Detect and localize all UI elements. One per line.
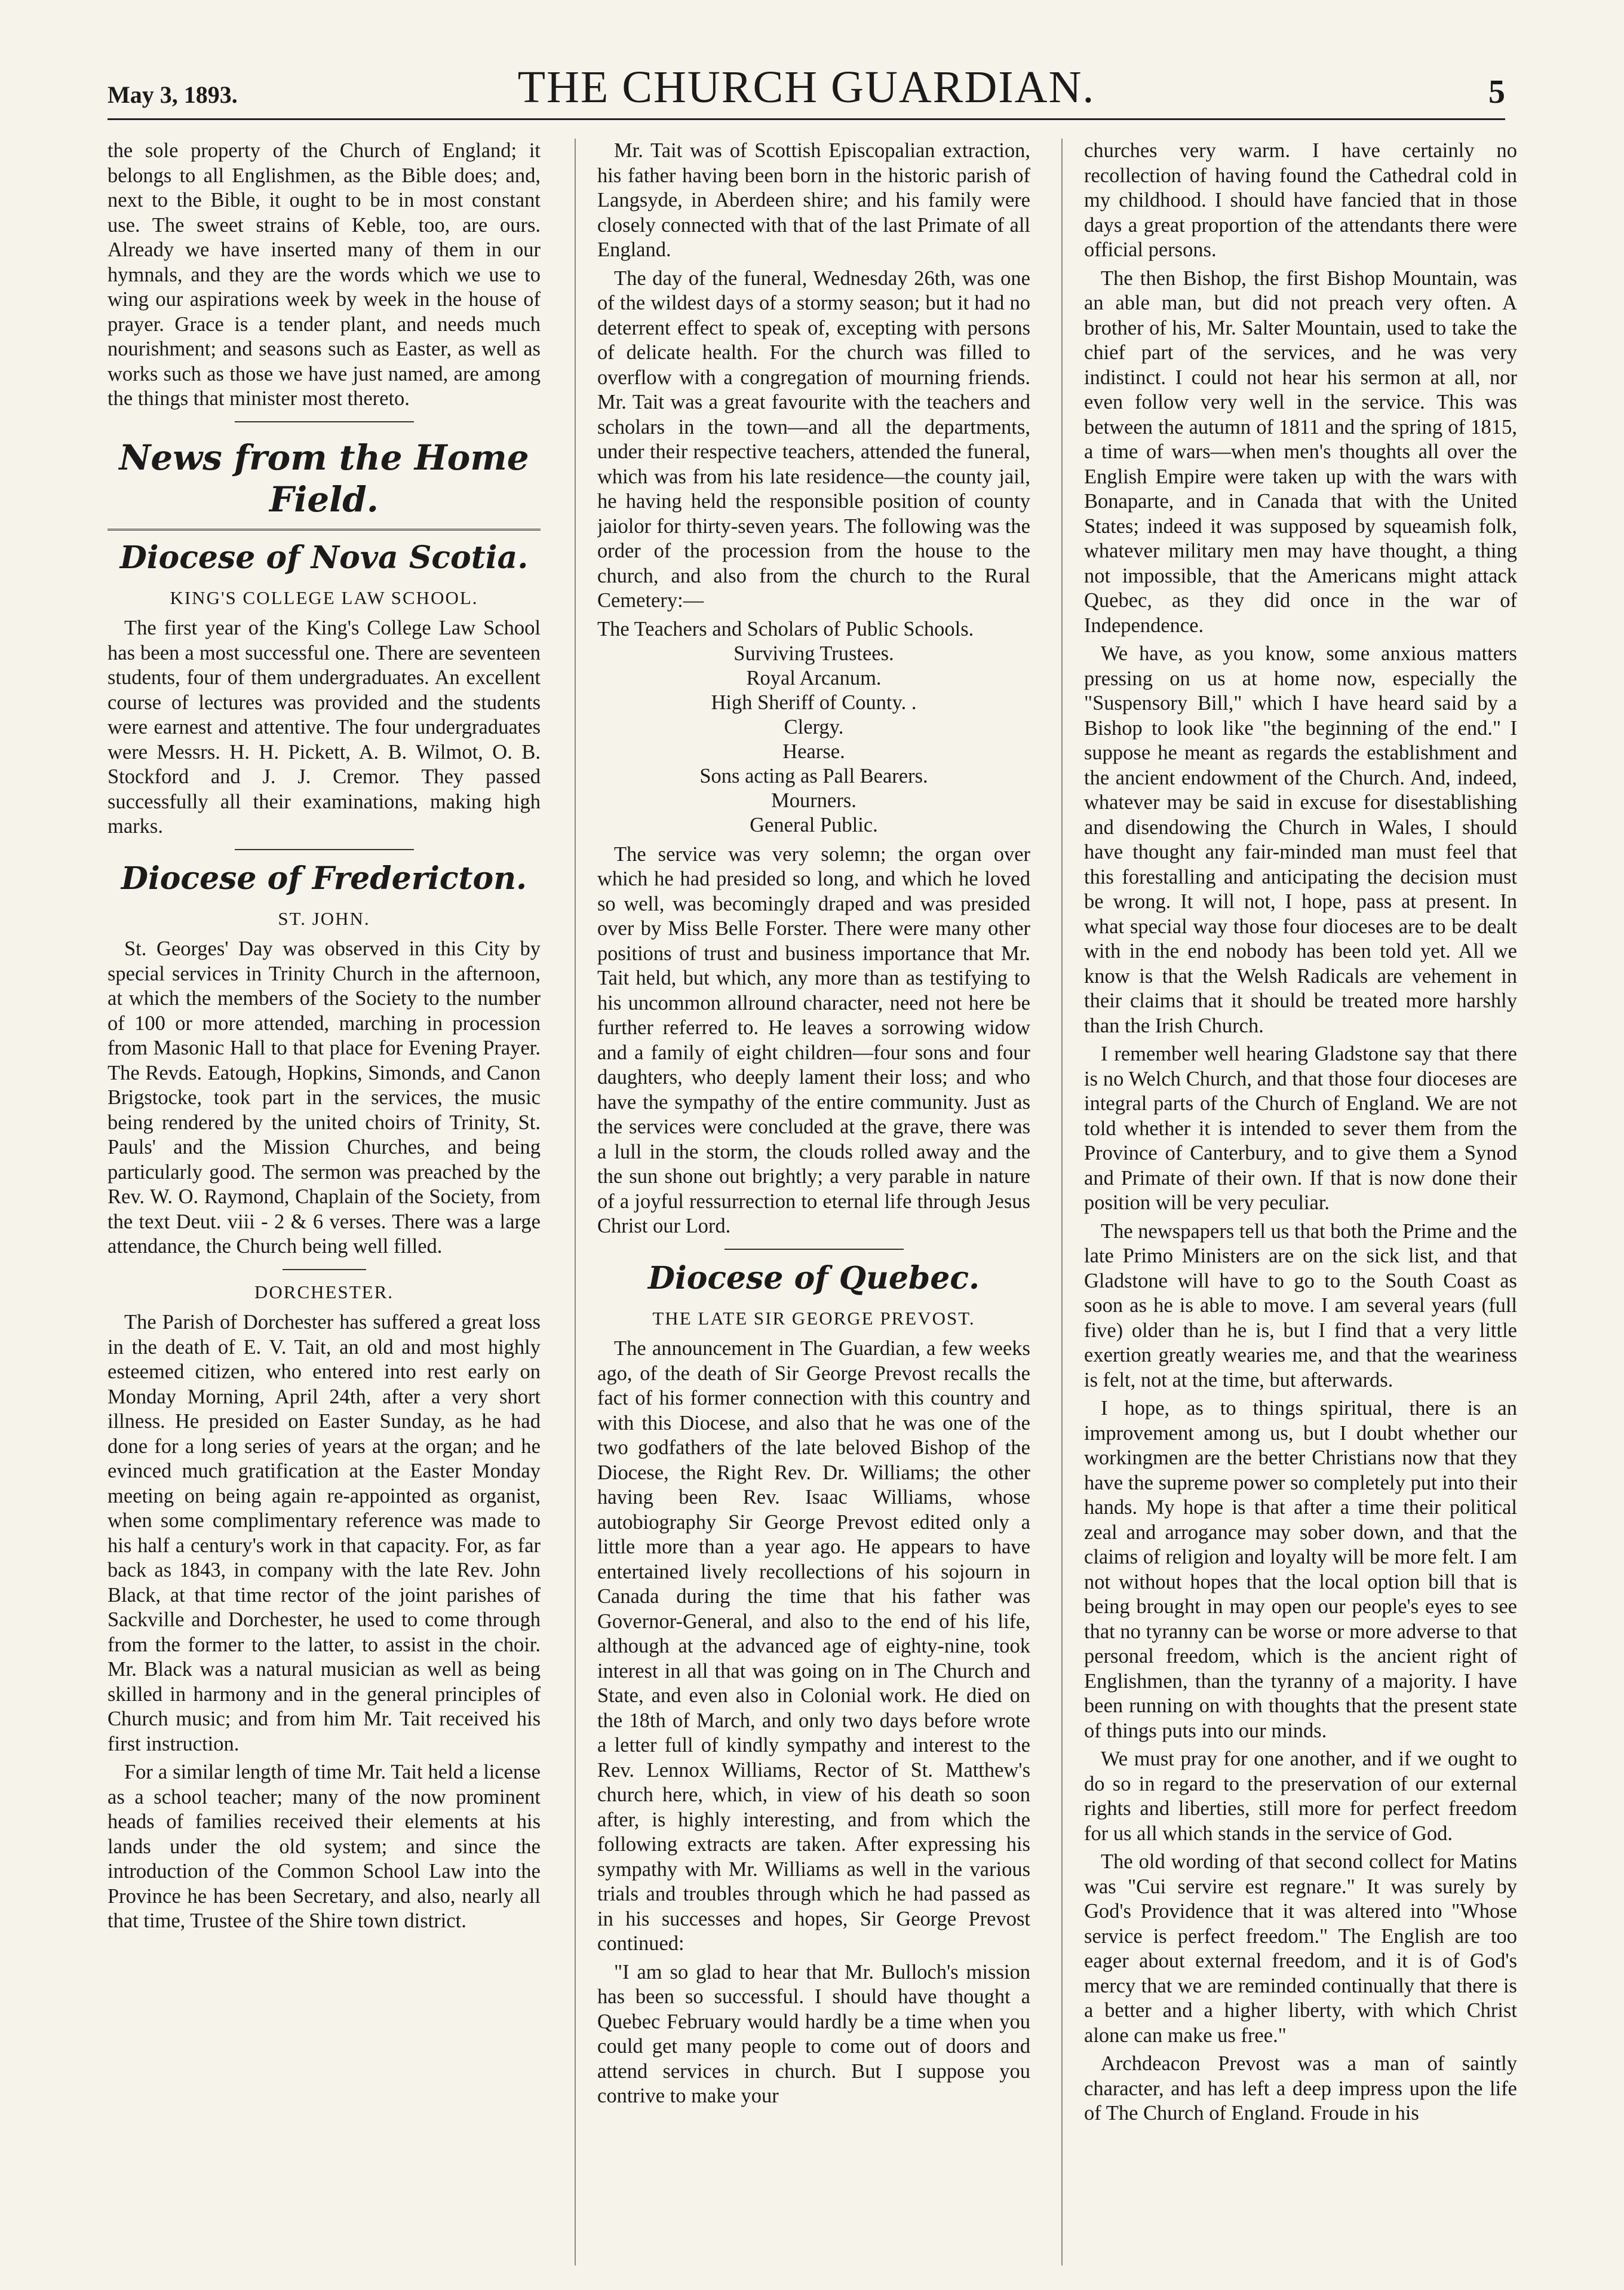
column-divider xyxy=(575,139,576,2266)
procession-item: General Public. xyxy=(750,813,878,836)
article-paragraph: We have, as you know, some anxious matters pressing on us at home now, especially the "Suspensory Bill," which I have heard said by a Bishop to look like "the beginning of the end." I suppose he meant as regards the establishment and the ancient endowment of the Church. And, indeed, whatever may be said in excuse for disestablishing and disendowing the Church in Wales, I should have thought any fair-minded man must feel that this forestalling and anticipating the decision must be wrong. It will not, I hope, pass at present. In what special way those four dioceses are to be dealt with in the end nobody has been told yet. All we know is that the Welsh Radicals are vehement in their claims that it should be treated more harshly than the Irish Church. xyxy=(1084,642,1517,1037)
article-paragraph: Archdeacon Prevost was a man of saintly character, and has left a deep impress upon the life of The Church of England. Froude in his xyxy=(1084,2052,1517,2125)
article-paragraph: Mr. Tait was of Scottish Episcopalian extraction, his father having been born in the historic parish of Langsyde, in Aberdeen shire; and his family were closely connected with that of the last Primate of all England. xyxy=(597,139,1030,261)
procession-list xyxy=(597,617,1030,838)
article-paragraph: I remember well hearing Gladstone say that there is no Welch Church, and that those four dioceses are integral parts of the Church of England. We are not told whether it is intended to sever them from the Province of Canterbury, and to give them a Synod and Primate of their own. If that is now done their position will be very peculiar. xyxy=(1084,1043,1517,1214)
article-paragraph: The service was very solemn; the organ over which he had presided so long, and which he loved so well, was becomingly draped and was presided over by Miss Belle Forster. There were many other positions of trust and business importance that Mr. Tait held, but which, any more than as testifying to his uncommon allround character, need not here be further referred to. He leaves a sorrowing widow and a family of eight children—four sons and four daughters, who deeply lament their loss; and who have the sympathy of the entire community. Just as the services were concluded at the grave, there was a lull in the storm, the clouds rolled away and the the sun shone out brightly; a very parable in nature of a joyful ressurrection to eternal life through Jesus Christ our Lord. xyxy=(597,842,1030,1237)
article-paragraph: The then Bishop, the first Bishop Mountain, was an able man, but did not preach very often. A brother of his, Mr. Salter Mountain, used to take the chief part of the services, and he was very indistinct. I could not hear his sermon at all, nor even follow very well in the service. This was between the autumn of 1811 and the spring of 1815, a time of wars—when men's thoughts all over the English Empire were taken up with the wars with Bonaparte, and in Canada that with the United States; indeed it was supposed by squeamish folk, whatever military men may have thought, a thing not impossible, that the Americans might attack Quebec, as they did once in the war of Independence. xyxy=(1084,266,1517,637)
divider xyxy=(108,529,541,531)
column-3 xyxy=(1084,139,1517,2266)
column-divider xyxy=(1061,139,1063,2266)
article-paragraph: churches very warm. I have certainly no recollection of having found the Cathedral cold in my childhood. I should have fancied that in those days a great proportion of the attendants there were official persons. xyxy=(1084,139,1517,261)
article-paragraph: For a similar length of time Mr. Tait held a license as a school teacher; many of the now prominent heads of families received their elements at his lands under the old system; and since the introduction of the Common School Law into the Province he has been Secretary, and also, nearly all that time, Trustee of the Shire town district. xyxy=(108,1761,541,1932)
procession-item: The Teachers and Scholars of Public Schools. xyxy=(597,617,974,640)
divider xyxy=(283,1269,366,1270)
article-paragraph: We must pray for one another, and if we ought to do so in regard to the preservation of our external rights and liberties, still more for perfect freedom for us all which stands in the service of God. xyxy=(1084,1748,1517,1845)
section-heading: News from the Home Field. xyxy=(119,437,529,520)
article-paragraph: the sole property of the Church of England; it belongs to all Englishmen, as the Bible does; and, next to the Bible, it ought to be in most constant use. The sweet strains of Keble, too, are ours. Already we have inserted many of them in our hymnals, and they are the words which we use to wing our aspirations week by week in the house of prayer. Grace is a tender plant, and needs much nourishment; and seasons such as Easter, as well as works such as those we have just named, are among the things that minister most thereto. xyxy=(108,139,541,410)
procession-item: Mourners. xyxy=(771,789,856,812)
diocese-heading: Diocese of Fredericton. xyxy=(121,860,527,897)
article-paragraph: The announcement in The Guardian, a few weeks ago, of the death of Sir George Prevost recalls the fact of his former connection with this country and with this Diocese, and also that he was one of the two godfathers of the late beloved Bishop of the Diocese, the Right Rev. Dr. Williams; the other having been Rev. Isaac Williams, whose autobiography Sir George Prevost edited only a little more than a year ago. He appears to have entertained lively recollections of his sojourn in Canada during the time that his father was Governor-General, and also to the end of his life, although at the advanced age of eighty-nine, took interest in all that was going on in The Church and State, and even also in Colonial work. He died on the 18th of March, and only two days before wrote a letter full of kindly sympathy and interest to the Rev. Lennox Williams, Rector of St. Matthew's church here, which, in view of his death so soon after, is highly interesting, and from which the following extracts are taken. After expressing his sympathy with Mr. Williams as well in the various trials and troubles through which he had passed as in his successes and hopes, Sir George Prevost continued: xyxy=(597,1337,1030,1955)
masthead xyxy=(108,51,1505,120)
diocese-heading: Diocese of Quebec. xyxy=(647,1259,980,1296)
column-2 xyxy=(597,139,1030,2266)
page-number: 5 xyxy=(1488,73,1505,111)
article-subheading: ST. JOHN. xyxy=(278,908,370,929)
article-paragraph: I hope, as to things spiritual, there is an improvement among us, but I doubt whether our workingmen are the better Christians now that they have the supreme power so completely put into their hands. My hope is that after a time their political zeal and arrogance may sober down, and that the claims of religion and loyalty will be more felt. I am not without hopes that the local option bill that is being brought in may open our people's eyes to see that no tyranny can be worse or more adverse to that personal freedom, which is the ancient right of Englishmen, than the tyranny of a majority. I have been running on with thoughts that the present state of things puts into our minds. xyxy=(1084,1397,1517,1742)
article-paragraph: The first year of the King's College Law School has been a most successful one. There are seventeen students, four of them undergraduates. An excellent course of lectures was provided and the students were earnest and attentive. The four undergraduates were Messrs. H. H. Pickett, A. B. Wilmot, O. B. Stockford and J. J. Cremor. They passed successfully all their examinations, making high marks. xyxy=(108,617,541,838)
column-1 xyxy=(108,139,541,2266)
divider xyxy=(724,1249,904,1250)
article-paragraph: "I am so glad to hear that Mr. Bulloch's mission has been so successful. I should have thought a Quebec February would hardly be a time when you could get many people to come out of doors and attend services in church. But I suppose you contrive to make your xyxy=(597,1960,1030,2107)
procession-item: Royal Arcanum. xyxy=(746,666,882,689)
article-paragraph: The day of the funeral, Wednesday 26th, was one of the wildest days of a stormy season; but it had no deterrent effect to speak of, excepting with persons of delicate health. For the church was filled to overflow with a congregation of mourning friends. Mr. Tait was a great favourite with the teachers and scholars in the town—and all the departments, under their respective teachers, attended the funeral, which was from his late residence—the county jail, he having held the responsible position of county jaiolor for thirty-seven years. The following was the order of the procession from the house to the church, and also from the church to the Rural Cemetery:— xyxy=(597,266,1030,612)
procession-item: Surviving Trustees. xyxy=(733,642,894,665)
divider xyxy=(235,421,414,422)
procession-item: Hearse. xyxy=(782,740,845,763)
procession-item: High Sheriff of County. . xyxy=(711,691,917,714)
article-subheading: DORCHESTER. xyxy=(254,1281,394,1302)
article-paragraph: The newspapers tell us that both the Prime and the late Primo Ministers are on the sick list, and that Gladstone will have to go to the South Coast as soon as he is able to move. I am several years (full five) older than he is, but I find that a very little exertion greatly wearies me, and that the weariness is felt, not at the time, but afterwards. xyxy=(1084,1219,1517,1391)
article-paragraph: The old wording of that second collect for Matins was "Cui servire est regnare." It was surely by God's Providence that it was altered into "Whose service is perfect freedom." The English are too eager about external freedom, and it is of God's mercy that we are reminded continually that there is a better and a higher liberty, with which Christ alone can make us free." xyxy=(1084,1850,1517,2047)
article-subheading: KING'S COLLEGE LAW SCHOOL. xyxy=(170,587,478,608)
procession-item: Sons acting as Pall Bearers. xyxy=(699,764,928,787)
article-paragraph: St. Georges' Day was observed in this City by special services in Trinity Church in the afternoon, at which the members of the Society to the number of 100 or more attended, marching in procession from Masonic Hall to that place for Evening Prayer. The Revds. Eatough, Hopkins, Simonds, and Canon Brigstocke, took part in the services, the music being rendered by the united choirs of Trinity, St. Pauls' and the Mission Churches, and being particularly good. The sermon was preached by the Rev. W. O. Raymond, Chaplain of the Society, from the text Deut. viii - 2 & 6 verses. There was a large attendance, the Church being well filled. xyxy=(108,937,541,1258)
issue-date: May 3, 1893. xyxy=(108,81,238,108)
newspaper-title: THE CHURCH GUARDIAN. xyxy=(517,62,1095,112)
article-paragraph: The Parish of Dorchester has suffered a great loss in the death of E. V. Tait, an old and most highly esteemed citizen, who entered into rest early on Monday Morning, April 24th, after a very short illness. He presided on Easter Sunday, as he had done for a long series of years at the organ; and he evinced much gratification at the Easter Monday meeting on being again re-appointed as organist, when some complimentary reference was made to his half a century's work in that capacity. For, as far back as 1843, in company with the late Rev. John Black, at that time rector of the joint parishes of Sackville and Dorchester, he used to come through from the former to the latter, to assist in the choir. Mr. Black was a natural musician as well as being skilled in harmony and in the general principles of Church music; and from him Mr. Tait received his first instruction. xyxy=(108,1311,541,1755)
article-subheading: THE LATE SIR GEORGE PREVOST. xyxy=(652,1307,975,1329)
diocese-heading: Diocese of Nova Scotia. xyxy=(119,539,529,576)
divider xyxy=(235,849,414,850)
procession-item: Clergy. xyxy=(784,715,844,738)
